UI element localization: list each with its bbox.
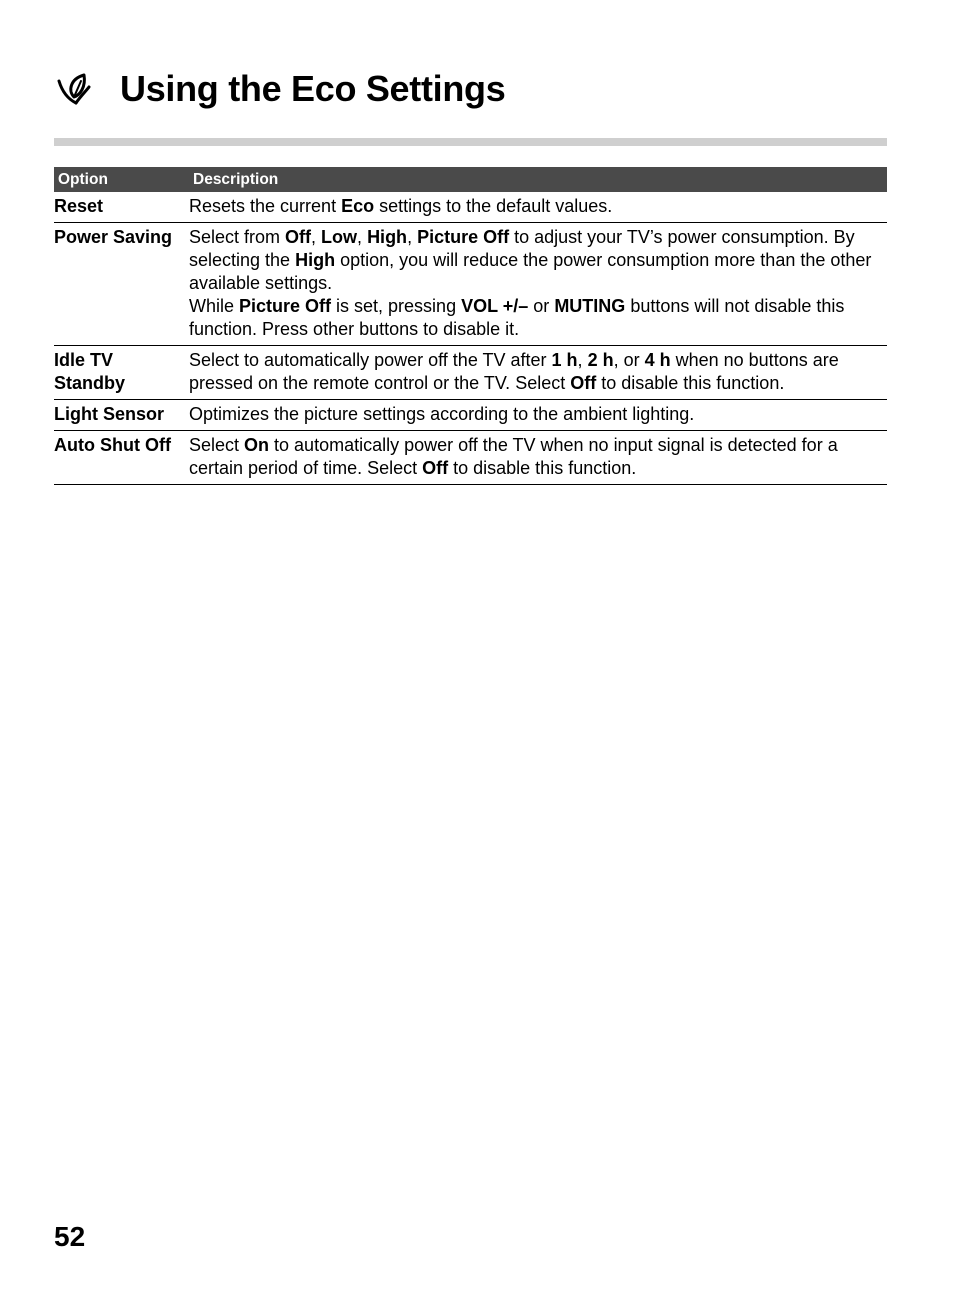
bold-term: On [244, 435, 270, 455]
description-paragraph [189, 349, 887, 395]
option-description [189, 223, 887, 346]
description-paragraph [189, 226, 887, 295]
eco-leaf-icon [54, 69, 94, 109]
table-row [54, 192, 887, 223]
bold-term: 4 h [644, 350, 671, 370]
text-run: While [189, 296, 240, 316]
eco-settings-table [54, 167, 887, 485]
option-description [189, 431, 887, 485]
description-paragraph [189, 434, 887, 480]
text-run: settings to the default values. [374, 196, 613, 216]
bold-term: High [295, 250, 336, 270]
bold-term: 2 h [587, 350, 614, 370]
option-description [189, 346, 887, 400]
bold-term: Low [321, 227, 358, 247]
table-row [54, 223, 887, 346]
table-row [54, 431, 887, 485]
text-run: , [577, 350, 588, 370]
bold-term: Off [285, 227, 312, 247]
text-run: , [407, 227, 418, 247]
page-number: 52 [54, 1221, 86, 1252]
text-run: option, you will reduce the power consumption more than the other available settings. [189, 250, 872, 293]
option-description [189, 400, 887, 431]
table-row [54, 346, 887, 400]
page-title: Using the Eco Settings [120, 68, 506, 109]
text-run: Resets the current [189, 196, 342, 216]
bold-term: High [367, 227, 408, 247]
text-run: , [357, 227, 368, 247]
column-header-option: Option [54, 167, 189, 192]
text-run: to adjust your TV’s power consumption. By selecting the [189, 227, 855, 270]
text-run: Select [189, 435, 245, 455]
text-run: , [311, 227, 322, 247]
text-run: , or [613, 350, 645, 370]
text-run: to automatically power off the TV when no input signal is detected for a certain period of time. Select [189, 435, 838, 478]
text-run: or [528, 296, 555, 316]
option-name: Reset [54, 192, 189, 223]
text-run: is set, pressing [331, 296, 462, 316]
option-name: Auto Shut Off [54, 431, 189, 485]
text-run: Select to automatically power off the TV after [189, 350, 552, 370]
text-run: to disable this function. [448, 458, 637, 478]
text-run: to disable this function. [596, 373, 785, 393]
title-block [54, 68, 505, 110]
description-paragraph [189, 403, 887, 426]
bold-term: Off [570, 373, 597, 393]
bold-term: MUTING [554, 296, 626, 316]
text-run: Optimizes the picture settings according to the ambient lighting. [189, 404, 695, 424]
option-name: Light Sensor [54, 400, 189, 431]
bold-term: Picture Off [239, 296, 332, 316]
option-name: Idle TV Standby [54, 346, 189, 400]
description-paragraph [189, 195, 887, 218]
column-header-description: Description [189, 167, 887, 192]
title-divider [54, 138, 887, 146]
table-row [54, 400, 887, 431]
bold-term: VOL +/– [461, 296, 529, 316]
bold-term: Picture Off [417, 227, 510, 247]
description-paragraph [189, 295, 887, 341]
option-description [189, 192, 887, 223]
bold-term: Off [422, 458, 449, 478]
table-header-row [54, 167, 887, 192]
text-run: buttons will not disable this function. Press other buttons to disable it. [189, 296, 845, 339]
bold-term: 1 h [551, 350, 578, 370]
bold-term: Eco [341, 196, 375, 216]
text-run: when no buttons are pressed on the remote control or the TV. Select [189, 350, 839, 393]
text-run: Select from [189, 227, 286, 247]
option-name: Power Saving [54, 223, 189, 346]
